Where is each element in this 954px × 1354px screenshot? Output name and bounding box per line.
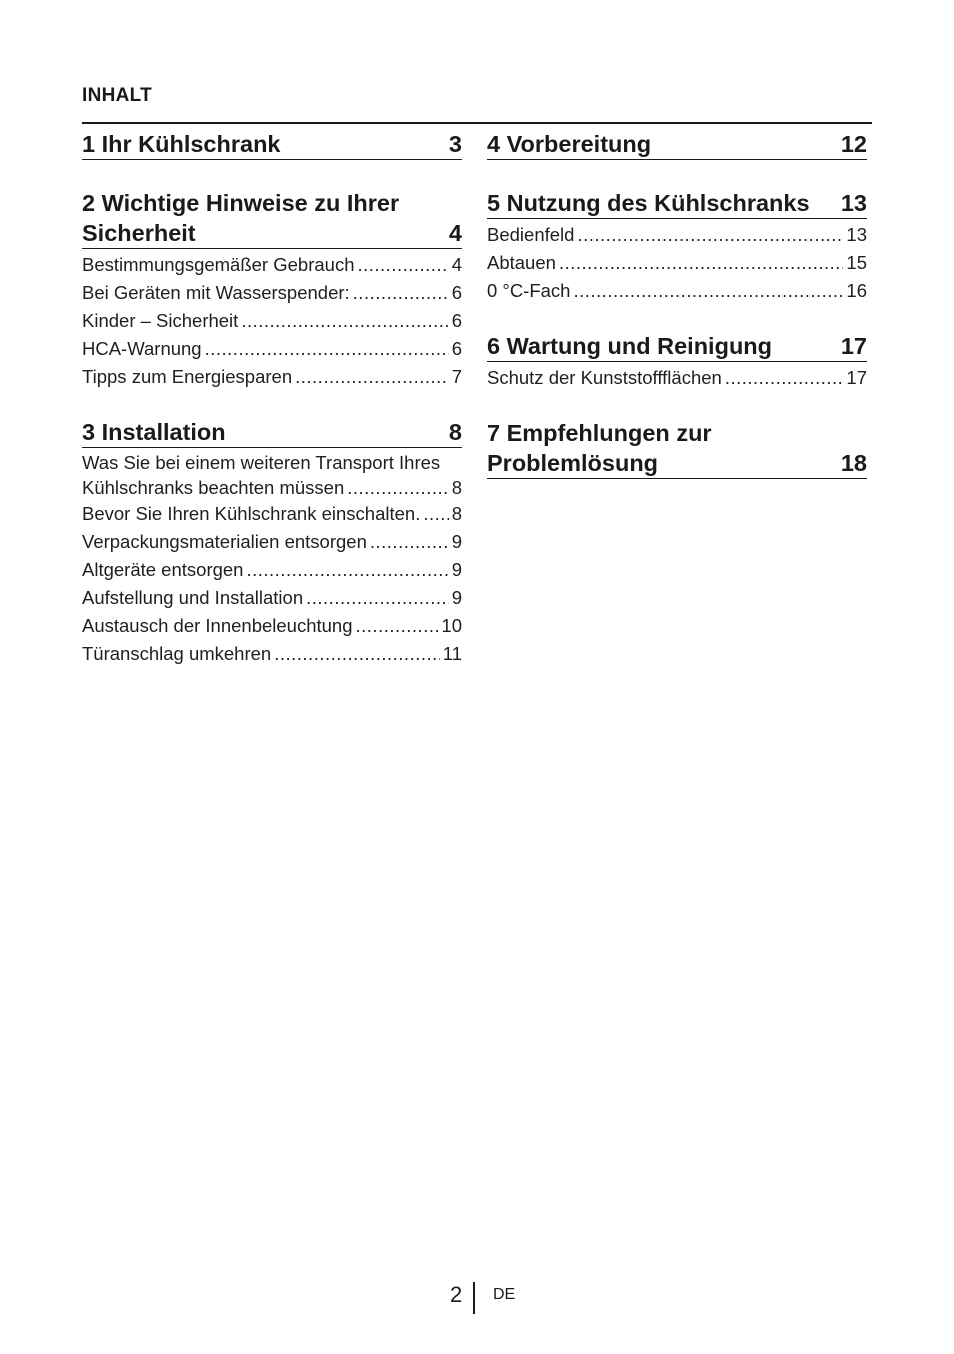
- toc-entry[interactable]: [82, 307, 462, 335]
- section-title: 1 Ihr Kühlschrank: [82, 131, 281, 157]
- entry-page: 9: [451, 587, 462, 608]
- section-title: 2 Wichtige Hinweise zu Ihrer Sicherheit: [82, 190, 400, 246]
- entry-page: 11: [442, 643, 462, 664]
- entry-label-line1: Was Sie bei einem weiteren Transport Ihres: [82, 452, 441, 473]
- section-page: 8: [448, 419, 462, 445]
- toc-entry[interactable]: [82, 335, 462, 363]
- entry-page: 7: [451, 366, 462, 387]
- entry-page: 9: [451, 559, 462, 580]
- section-heading[interactable]: [487, 129, 867, 160]
- dot-leader: [559, 249, 843, 277]
- section-page: 17: [840, 333, 867, 359]
- section-page: 4: [448, 220, 462, 246]
- entry-page: 6: [451, 338, 462, 359]
- toc-entry[interactable]: [82, 528, 462, 556]
- entry-label: Altgeräte entsorgen: [82, 559, 244, 580]
- entry-page: 16: [846, 280, 867, 301]
- section-title: 5 Nutzung des Kühlschranks: [487, 190, 810, 216]
- toc-entry[interactable]: [487, 221, 867, 249]
- entry-label: Tipps zum Energiesparen: [82, 366, 293, 387]
- entry-label: Bedienfeld: [487, 224, 575, 245]
- toc-section-5: [487, 188, 867, 305]
- toc-section-2: [82, 188, 462, 391]
- dot-leader: [725, 364, 844, 392]
- dot-leader: [423, 500, 448, 528]
- page-number: 2: [450, 1282, 463, 1307]
- entry-label: Abtauen: [487, 252, 556, 273]
- entry-page: 6: [451, 310, 462, 331]
- dot-leader: [241, 307, 448, 335]
- entry-page: 6: [451, 282, 462, 303]
- toc-entry[interactable]: [487, 249, 867, 277]
- section-page: 18: [840, 450, 867, 476]
- entry-page: 17: [846, 367, 867, 388]
- section-heading[interactable]: [487, 331, 867, 362]
- toc-entry[interactable]: [82, 640, 462, 668]
- entry-label: HCA-Warnung: [82, 338, 202, 359]
- entry-label: Bei Geräten mit Wasserspender:: [82, 282, 350, 303]
- toc-entry[interactable]: [82, 500, 462, 528]
- toc-right-column: [487, 125, 867, 505]
- section-title: 6 Wartung und Reinigung: [487, 333, 773, 359]
- toc-entry: [82, 475, 462, 500]
- language-code: DE: [493, 1286, 516, 1303]
- dot-leader: [370, 528, 449, 556]
- entry-page: 8: [451, 503, 462, 524]
- entry-label: Austausch der Innenbeleuchtung: [82, 615, 353, 636]
- entry-label: Kühlschranks beachten müssen: [82, 477, 345, 498]
- entry-label: 0 °C-Fach: [487, 280, 571, 301]
- footer-divider: [473, 1282, 475, 1314]
- dot-leader: [295, 363, 449, 391]
- entry-label: Aufstellung und Installation: [82, 587, 304, 608]
- entry-label: Schutz der Kunststoffflächen: [487, 367, 722, 388]
- entry-page: 4: [451, 254, 462, 275]
- contents-heading: INHALT: [82, 85, 153, 106]
- section-page: 12: [840, 131, 867, 157]
- dot-leader: [274, 640, 440, 668]
- entry-label: Bevor Sie Ihren Kühlschrank einschalten.: [82, 503, 421, 524]
- toc-entry[interactable]: [487, 277, 867, 305]
- toc-entry[interactable]: [82, 363, 462, 391]
- entry-page: 8: [451, 477, 462, 498]
- toc-section-1: [82, 129, 462, 160]
- dot-leader: [246, 556, 448, 584]
- entry-page: 10: [441, 615, 462, 636]
- dot-leader: [306, 584, 449, 612]
- section-heading[interactable]: [487, 418, 867, 479]
- section-title: 7 Empfehlungen zur Problemlösung: [487, 420, 712, 476]
- toc-entry[interactable]: [82, 556, 462, 584]
- top-rule: [82, 122, 872, 124]
- toc-entry[interactable]: [82, 251, 462, 279]
- entry-page: 9: [451, 531, 462, 552]
- section-heading[interactable]: [82, 129, 462, 160]
- toc-entry[interactable]: [487, 364, 867, 392]
- toc-entry[interactable]: [82, 612, 462, 640]
- entry-label: Kinder – Sicherheit: [82, 310, 239, 331]
- entry-page: 13: [846, 224, 867, 245]
- toc-left-column: [82, 125, 462, 694]
- entry-label: Verpackungsmaterialien entsorgen: [82, 531, 367, 552]
- dot-leader: [356, 612, 439, 640]
- section-heading[interactable]: [487, 188, 867, 219]
- section-page: 3: [448, 131, 462, 157]
- entry-page: 15: [846, 252, 867, 273]
- dot-leader: [357, 251, 448, 279]
- toc-entry[interactable]: [82, 584, 462, 612]
- section-heading[interactable]: [82, 417, 462, 448]
- dot-leader: [577, 221, 843, 249]
- toc-section-6: [487, 331, 867, 392]
- toc-section-4: [487, 129, 867, 160]
- section-page: 13: [840, 190, 867, 216]
- toc-entry[interactable]: [82, 279, 462, 307]
- entry-label: Türanschlag umkehren: [82, 643, 272, 664]
- toc-section-3: [82, 417, 462, 668]
- dot-leader: [205, 335, 449, 363]
- dot-leader: [353, 279, 449, 307]
- toc-section-7: [487, 418, 867, 479]
- entry-label: Bestimmungsgemäßer Gebrauch: [82, 254, 355, 275]
- section-title: 4 Vorbereitung: [487, 131, 652, 157]
- dot-leader: [573, 277, 843, 305]
- section-heading[interactable]: [82, 188, 462, 249]
- section-title: 3 Installation: [82, 419, 226, 445]
- dot-leader: [347, 475, 448, 500]
- toc-entry-multiline[interactable]: [82, 450, 462, 500]
